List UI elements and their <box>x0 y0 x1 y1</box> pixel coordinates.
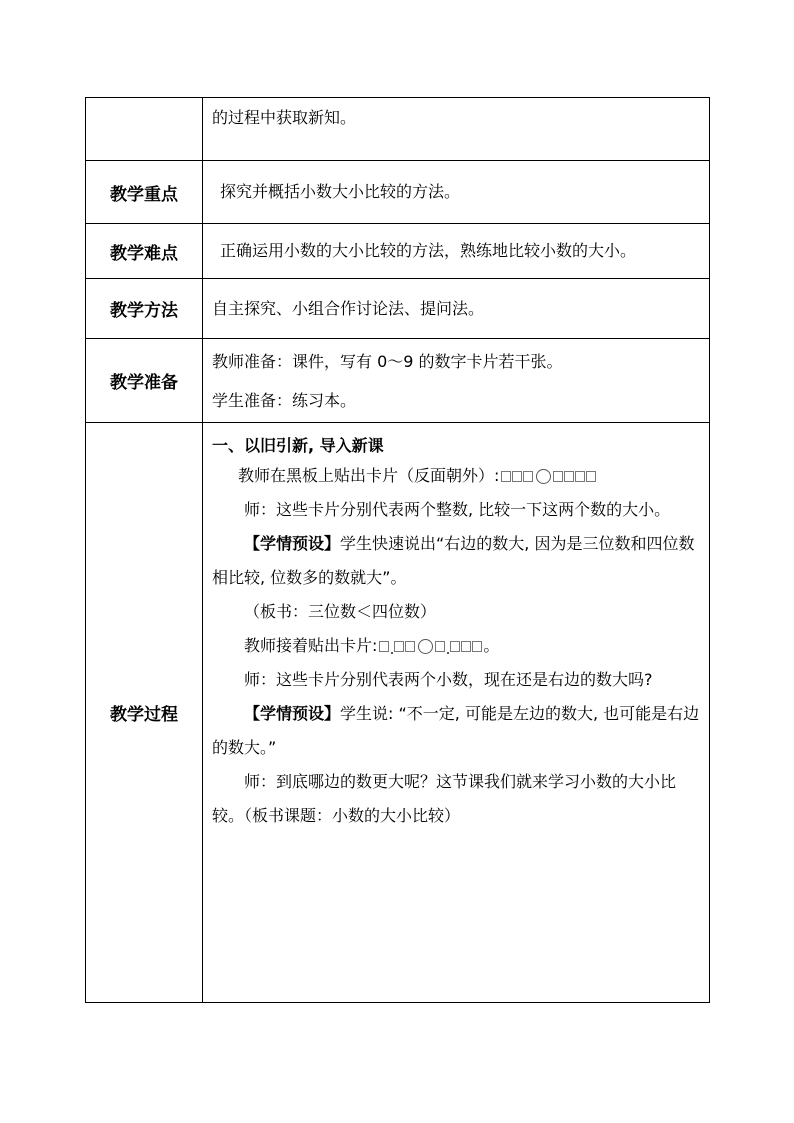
table-row <box>86 98 710 161</box>
table-row <box>86 161 710 224</box>
process-paragraph: 师：这些卡片分别代表两个小数，现在还是右边的数大吗? <box>244 670 653 689</box>
process-paragraph: 【学情预设】学生快速说出“右边的数大, 因为是三位数和四位数相比较, 位数多的数就大”。 <box>212 534 695 587</box>
process-paragraph: 师：到底哪边的数更大呢？这节课我们就来学习小数的大小比较。（板书课题：小数的大小比较） <box>212 772 677 825</box>
row-label-process: 教学过程 <box>86 423 203 1003</box>
table-row <box>86 423 710 1003</box>
student-preparation: 学生准备：练习本。 <box>212 390 357 410</box>
section-heading: 一、以旧引新, 导入新课 <box>212 436 384 455</box>
row-label-empty <box>86 98 203 161</box>
key-points-content: 探究并概括小数大小比较的方法。 <box>203 161 710 224</box>
process-paragraph: 【学情预设】学生说: “不一定, 可能是左边的数大, 也可能是右边的数大。” <box>212 704 700 757</box>
process-paragraph: 师：这些卡片分别代表两个整数, 比较一下这两个数的大小。 <box>244 500 671 519</box>
row-label-methods: 教学方法 <box>86 279 203 339</box>
board-note: （板书：三位数＜四位数） <box>244 602 437 621</box>
compare-circle-icon <box>536 469 551 484</box>
process-content <box>203 423 710 1003</box>
row-label-preparation: 教学准备 <box>86 339 203 423</box>
objective-continuation: 的过程中获取新知。 <box>203 98 710 161</box>
situation-tag: 【学情预设】 <box>244 534 341 553</box>
card-row-integers <box>501 469 597 484</box>
row-label-difficulties: 教学难点 <box>86 224 203 279</box>
methods-content: 自主探究、小组合作讨论法、提问法。 <box>203 279 710 339</box>
table-row <box>86 224 710 279</box>
preparation-content <box>203 339 710 423</box>
card-row-decimals <box>379 639 483 654</box>
compare-circle-icon <box>418 639 433 654</box>
process-paragraph: 教师接着贴出卡片: 。 <box>244 636 500 655</box>
table-row <box>86 339 710 423</box>
lesson-plan-table <box>85 97 710 1003</box>
row-label-key-points: 教学重点 <box>86 161 203 224</box>
difficulties-content: 正确运用小数的大小比较的方法，熟练地比较小数的大小。 <box>203 224 710 279</box>
teacher-preparation: 教师准备：课件，写有 0～9 的数字卡片若干张。 <box>212 351 563 371</box>
situation-tag: 【学情预设】 <box>244 704 341 723</box>
process-paragraph: 教师在黑板上贴出卡片（反面朝外）: <box>212 459 703 493</box>
table-row <box>86 279 710 339</box>
